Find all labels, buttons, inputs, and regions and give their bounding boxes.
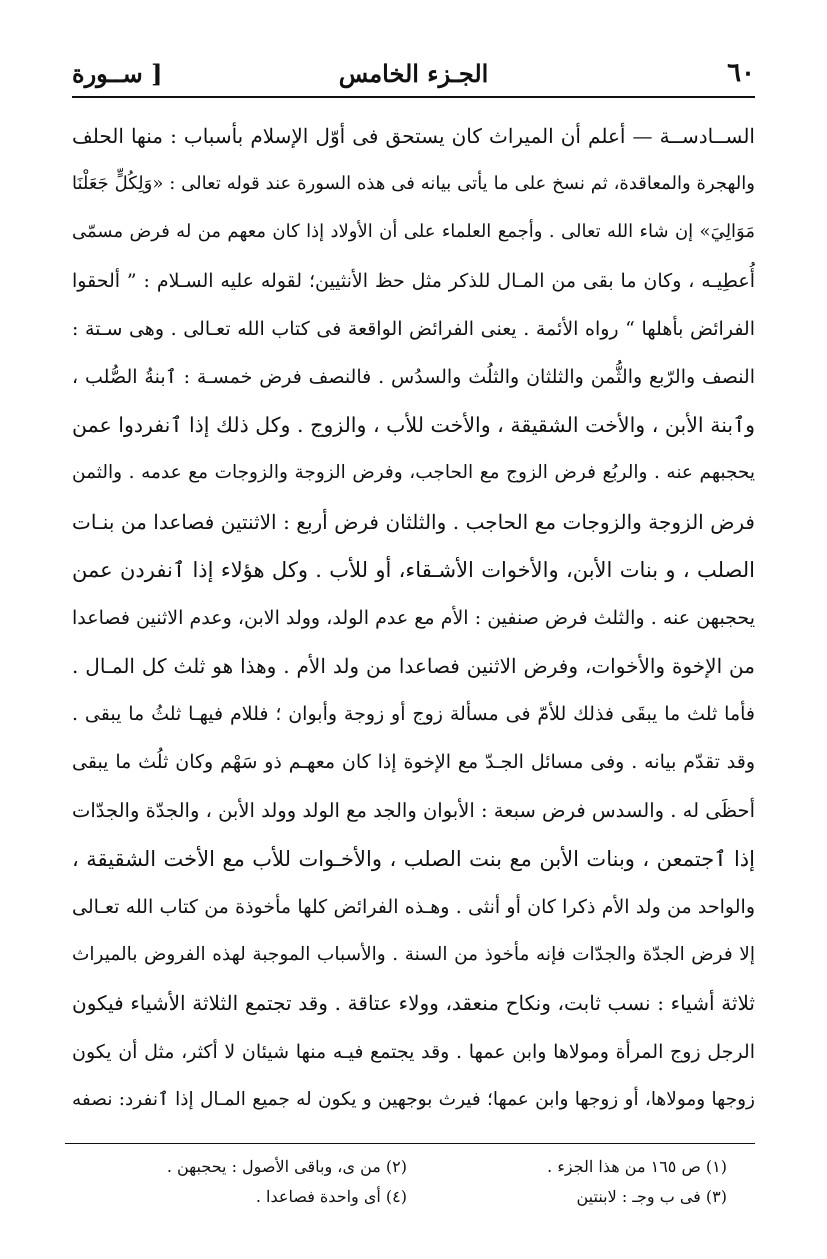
- text-line: والواحد من ولد الأم ذكرا كان أو أنثى . وهـذه الفرائض كلها مأخوذة من كتاب الله تعـالى: [72, 896, 755, 918]
- text-line: يحجبهم عنه . والربُع فرض الزوج مع الحاجب، وفرض الزوجة والزوجات مع عدمه . والثمن: [72, 462, 755, 484]
- text-line: يحجبهن عنه . والثلث فرض صنفين : الأم مع عدم الولد، وولد الابن، وعدم الاثنين فصاعدا: [72, 606, 755, 629]
- text-line: النصف والرّبع والثُّمن والثلثان والثلُث والسدُس . فالنصف فرض خمسـة : ٱبنةُ الصُّلب ،: [72, 365, 755, 388]
- part-title: الجـزء الخامس: [338, 58, 489, 88]
- text-line: إلا فرض الجدّة والجدّات فإنه مأخوذ من السنة . والأسباب الموجبة لهذه الفروض بالميراث: [72, 944, 755, 966]
- text-line: الفرائض بأهلها “ رواه الأئمة . يعنى الفرائض الواقعة فى كتاب الله تعـالى . وهى سـتة :: [72, 317, 755, 340]
- text-line: فرض الزوجة والزوجات مع الحاجب . والثلثان فرض أربع : الاثنتين فصاعدا من بنـات: [72, 509, 755, 534]
- page-number: ٦٠: [727, 58, 755, 88]
- text-line: من الإخوة والأخوات، وفرض الاثنين فصاعدا من ولد الأم . وهذا هو ثلث كل المـال .: [72, 654, 755, 679]
- text-line: أُعطِيـه ، وكان ما بقى من المـال للذكر مثل حظ الأنثيين؛ لقوله عليه السـلام : ” ألحقوا: [72, 269, 755, 292]
- header-rule: [72, 96, 755, 98]
- text-line: الســادســة — أعلم أن الميراث كان يستحق فى أوّل الإسلام بأسباب : منها الحلف: [72, 124, 755, 148]
- footnote-rule: [65, 1143, 755, 1144]
- footnote-row: [107, 1182, 727, 1212]
- footnote-4: (٤) أى واحدة فصاعدا .: [255, 1187, 407, 1206]
- main-text: [72, 112, 755, 1124]
- footnotes: [107, 1152, 727, 1212]
- page-header: [72, 52, 755, 94]
- text-line: أحظَى له . والسدس فرض سبعة : الأبوان والجد مع الولد وولد الأبن ، والجدّة والجدّات: [72, 798, 755, 822]
- text-line: وٱبنة الأبن ، والأخت الشقيقة ، والأخت للأب ، والزوج . وكل ذلك إذا ٱنفردوا عمن: [72, 413, 755, 438]
- footnote-3: (٣) فى ب وجـ : لابنتين: [576, 1187, 727, 1206]
- text-line: فأما ثلث ما يبقَى فذلك للأمّ فى مسألة زوج أو زوجة وأبوان ؛ فللام فيهـا ثلثُ ما يبقى .: [72, 703, 755, 726]
- text-line: الرجل زوج المرأة ومولاها وابن عمها . وقد يجتمع فيـه منها شيئان لا أكثر، مثل أن يكون: [72, 1040, 755, 1063]
- section-title: [ ســورة: [72, 58, 163, 88]
- footnote-1: (١) ص ١٦٥ من هذا الجزء .: [547, 1157, 727, 1176]
- text-line: إذا ٱجتمعن ، وبنات الأبن مع بنت الصلب ، والأخـوات للأب مع الأخت الشقيقة ،: [72, 846, 755, 871]
- text-line: ثلاثة أشياء : نسب ثابت، ونكاح منعقد، وولاء عتاقة . وقد تجتمع الثلاثة الأشياء فيكون: [72, 991, 755, 1016]
- text-line: الصلب ، و بنات الأبن، والأخوات الأشـقاء، أو للأب . وكل هؤلاء إذا ٱنفردن عمن: [72, 557, 755, 582]
- text-line: وقد تقدّم بيانه . وفى مسائل الجـدّ مع الإخوة إذا كان معهـم ذو سَهْم وكان ثلُث ما يبقى: [72, 751, 755, 774]
- text-line: مَوَالِيَ» إن شاء الله تعالى . وأجمع العلماء على أن الأولاد إذا كان معهم من له فرض مسمّى: [72, 221, 755, 243]
- text-line: زوجها ومولاها، أو زوجها وابن عمها؛ فيرث بوجهين و يكون له جميع المـال إذا ٱنفرد: نصفه: [72, 1088, 755, 1110]
- footnote-row: [107, 1152, 727, 1182]
- text-line: والهجرة والمعاقدة، ثم نسخ على ما يأتى بيانه فى هذه السورة عند قوله تعالى : «وَلِكُلٍّ جَعَلْنَا: [72, 173, 755, 195]
- footnote-2: (٢) من ى، وباقى الأصول : يحجبهن .: [166, 1157, 407, 1176]
